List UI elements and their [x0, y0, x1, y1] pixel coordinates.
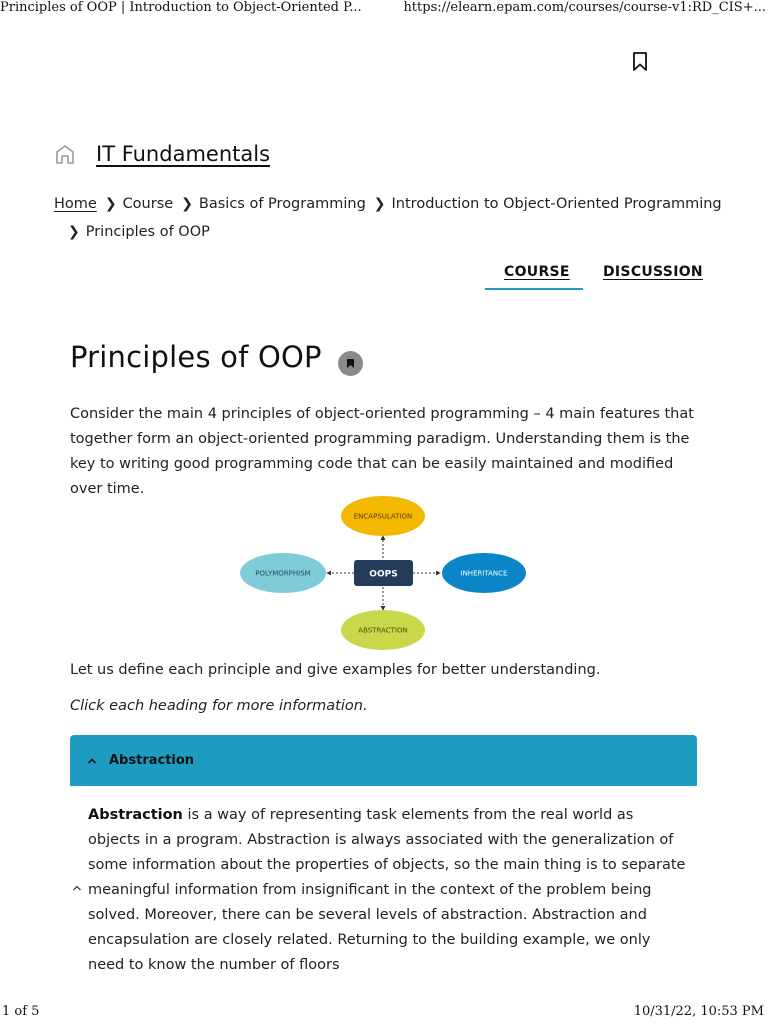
chevron-up-icon [86, 755, 98, 767]
encapsulation-label: ENCAPSULATION [353, 512, 413, 521]
tab-course[interactable]: COURSE [504, 264, 570, 280]
print-page-title: Principles of OOP | Introduction to Object-Oriented P... [0, 0, 362, 15]
polymorphism-label: POLYMORPHISM [255, 569, 311, 578]
breadcrumb-unit: Principles of OOP [85, 224, 210, 240]
chevron-right-icon: ❯ [373, 196, 386, 212]
oops-center-label: OOPS [369, 569, 398, 580]
breadcrumb-section[interactable]: Basics of Programming [198, 196, 366, 212]
breadcrumb-subsection[interactable]: Introduction to Object-Oriented Programming [391, 196, 722, 212]
print-datetime: 10/31/22, 10:53 PM [633, 1004, 764, 1019]
chevron-right-icon: ❯ [181, 196, 193, 212]
abstraction-label: ABSTRACTION [358, 626, 408, 635]
click-hint: Click each heading for more information. [70, 698, 368, 714]
chevron-right-icon: ❯ [104, 196, 117, 212]
breadcrumb-home[interactable]: Home [54, 196, 97, 212]
bookmark-unit-button[interactable] [338, 351, 363, 376]
print-page-number: 1 of 5 [2, 1004, 40, 1019]
accordion-abstraction-header[interactable] [70, 735, 697, 786]
abstraction-description: is a way of representing task elements from the real world as objects in a program. Abstraction is always associated with the generalization of some information about the properties of objects, so the main thing is to separate meaningful information from insignificant in the context of the problem being solved. Moreover, there can be several levels of abstraction. Abstraction and encapsulation are closely related. Returning to the building example, we only need to know the number of floors [88, 807, 686, 973]
bookmark-icon [346, 358, 355, 369]
home-icon[interactable] [54, 143, 76, 165]
chevron-up-icon[interactable] [71, 882, 83, 894]
chevron-right-icon: ❯ [68, 224, 80, 240]
accordion-abstraction-label: Abstraction [109, 753, 195, 768]
breadcrumb-course[interactable]: Course [122, 196, 174, 212]
intro-paragraph: Consider the main 4 principles of object-oriented programming – 4 main features that together form an object-oriented programming paradigm. Understanding them is the key to writing good programming code that can be easily maintained and modified over time. [70, 406, 694, 497]
print-footer [0, 1004, 768, 1024]
course-title-link[interactable]: IT Fundamentals [96, 142, 271, 166]
page-title: Principles of OOP [70, 340, 322, 374]
print-url: https://elearn.epam.com/courses/course-v1:RD_CIS+... [403, 0, 766, 15]
define-paragraph: Let us define each principle and give examples for better understanding. [70, 662, 601, 678]
inheritance-label: INHERITANCE [460, 569, 508, 578]
abstraction-term: Abstraction [88, 807, 183, 823]
active-tab-indicator [485, 288, 583, 290]
bookmark-icon[interactable] [632, 52, 648, 72]
print-header [0, 0, 768, 20]
course-title-row [54, 142, 270, 166]
breadcrumb [54, 190, 734, 246]
accordion-abstraction-body [88, 803, 688, 978]
course-tabs [485, 264, 705, 292]
oop-principles-diagram [230, 490, 540, 660]
tab-discussion[interactable]: DISCUSSION [603, 264, 703, 280]
